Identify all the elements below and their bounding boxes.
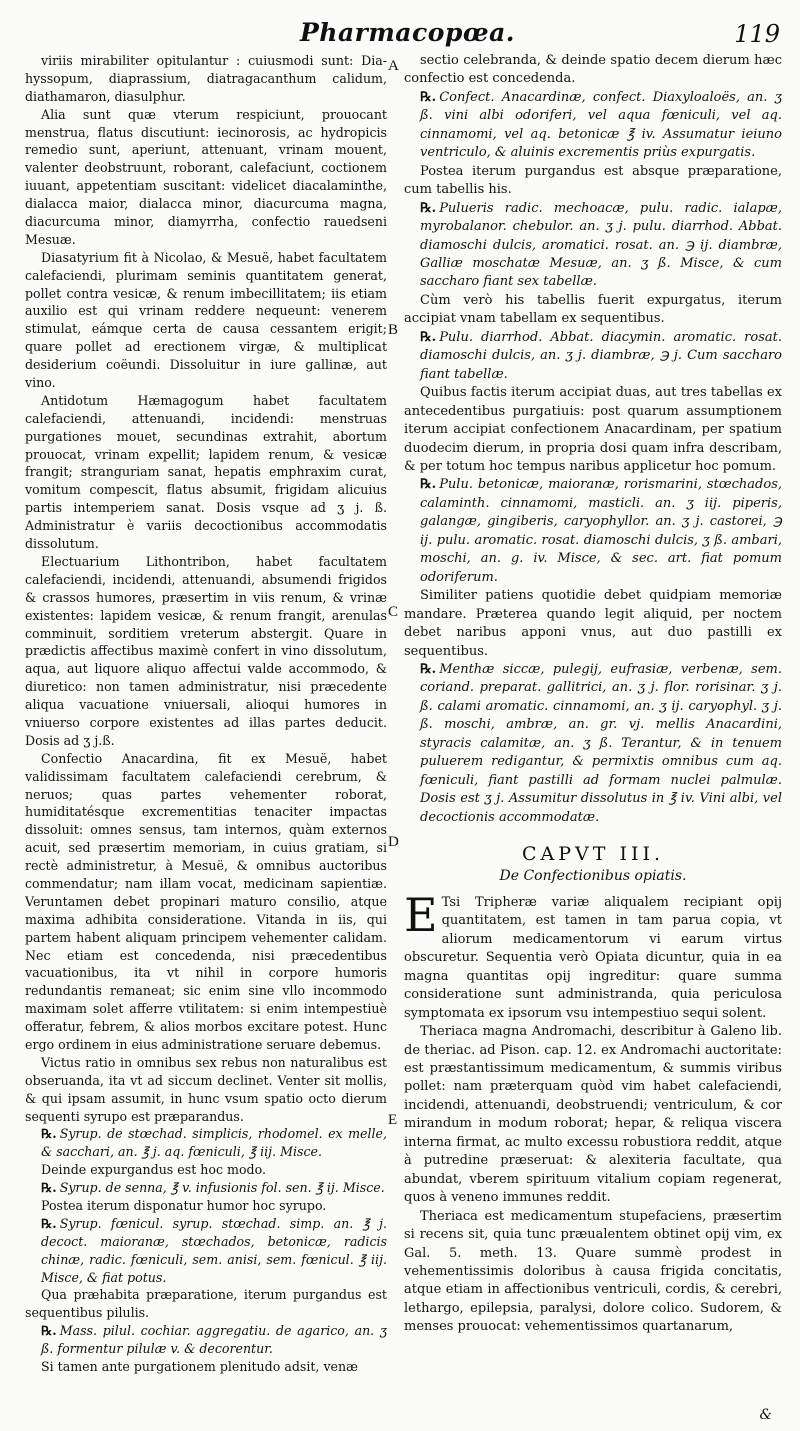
margin-letter-e: E [388,1112,398,1128]
right-column [404,52,782,1337]
opening-paragraph [404,887,782,1023]
body-paragraph: Postea iterum purgandus est absque præparatione, cum tabellis his. [404,163,782,198]
drop-cap: E [404,887,438,942]
margin-letter-a: A [388,58,399,74]
recipe-paragraph [404,89,782,163]
body-paragraph: Si tamen ante purgationem plenitudo adsit, venæ [41,1359,358,1375]
body-paragraph: Alia sunt quæ vterum respiciunt, prouocant menstrua, flatus discutiunt: iecinorosis, ac hydropicis remedio sunt, aperiunt, attenuant, vrinam mouent, valenter deobstruunt, roborant, calefaciunt, coctionem iuuant, appetentiam suscitant: videlicet diacalaminthe, dialacca maior, dialacca minor, diacurcuma magna, diacurcuma minor, diamyrrha, confectio rauedseni Mesuæ. [25,106,387,247]
recipe-symbol: ℞. [420,89,437,105]
body-paragraph: Quibus factis iterum accipiat duas, aut tres tabellas ex antecedentibus purgatiuis: post quarum assumptionem iterum accipiat confectionem Anacardinam, per spatium duodecim dierum, in propria dosi quam infra describam, & per totum hoc tempus naribus applicetur hoc pomum. [404,385,782,474]
right-column-top [404,52,782,827]
body-paragraph: Deinde expurgandus est hoc modo. [41,1162,266,1178]
margin-letter-b: B [388,322,399,338]
recipe-paragraph [25,1125,387,1161]
recipe-text: Syrup. fœnicul. syrup. stœchad. simp. an. ℥ j. decoct. maioranæ, stœchados, betonicæ, radicis chinæ, radic. fœniculi, sem. anisi, sem. fœnicul. ℥ iij. Misce, & fiat potus. [41,1215,387,1285]
left-column [25,52,387,1376]
body-paragraph: Theriaca magna Andromachi, describitur à Galeno lib. de theriac. ad Pison. cap. 12. ex Andromachi auctoritate: est præstantissimum medicamentum, & summis viribus pollet: nam præterquam quòd vim habet calefaciendi, incidendi, attenuandi, deobstruendi; ventriculum, & cor mirandum in modum roborat; hepar, & reliqua viscera interna firmat, ac multo excessu robustiora reddit, atque à putredine præseruat: & alexiteria facultate, qua abundat, vberem spirituum vitalium copiam regenerat, quos à veneno immunes reddit. [404,1024,782,1206]
recipe-paragraph [404,200,782,292]
recipe-symbol: ℞. [420,200,437,216]
body-paragraph: sectio celebranda, & deinde spatio decem dierum hæc confectio est concedenda. [404,53,782,87]
recipe-symbol: ℞. [420,329,437,345]
catchword: & [759,1407,772,1423]
recipe-symbol: ℞. [41,1126,57,1142]
recipe-text: Pulueris radic. mechoacæ, pulu. radic. ialapæ, myrobalanor. chebulor. an. ʒ j. pulu. diarrhod. Abbat. diamoschi dulcis, aromatici. rosat. an. ℈ ij. diambræ, Galliæ moschatæ Mesuæ, an. ʒ ß. Misce, & cum saccharo fiant sex tabellæ. [420,200,782,290]
recipe-paragraph [25,1179,387,1197]
chapter-heading: CAPVT III. [521,843,665,866]
recipe-text: Syrup. de stœchad. simplicis, rhodomel. ex melle, & sacchari, an. ℥ j. aq. fœniculi, ℥ iij. Misce. [41,1126,387,1160]
recipe-text: Mass. pilul. cochiar. aggregatiu. de agarico, an. ʒ ß. formentur pilulæ v. & decorentur. [41,1323,387,1357]
right-column-bottom [404,887,782,1337]
body-paragraph: Confectio Anacardina, fit ex Mesuë, habet validissimam facultatem calefaciendi cerebrum, & neruos; quas partes vehementer roborat, humiditatésque excrementitias tenaciter impactas dissoluit: omnes sensus, tam internos, quàm externos acuit, sed præsertim memoriam, in cuius gratiam, si rectè administretur, à Mesuë, & omnibus auctoribus commendatur; nam illam vocat, medicinam sapientiæ. Veruntamen debet propinari maturo consilio, atque maxima adhibita consideratione. Vitanda in iis, qui partem habent aliquam principem vehementer calidam. Nec etiam est concedenda, nisi præcedentibus vacuationibus, ita vt nihil in corpore humoris redundantis remaneat; sic enim sine vllo incommodo maximam solet afferre vtilitatem: si enim intempestiuè offeratur, febrem, & alios morbos excitare potest. Hunc ergo ordinem in eius administratione seruare debemus. [25,750,387,1052]
body-paragraph: Theriaca est medicamentum stupefaciens, præsertim si recens sit, quia tunc præualentem obtinet opij vim, ex Gal. 5. meth. 13. Quare summè prodest in vehementissimis doloribus à causa frigida concitatis, atque etiam in affectionibus ventriculi, cordis, & cerebri, lethargo, epilepsia, paralysi, dolore colico. Sudorem, & menses prouocat: vehementissimos quartanarum, [404,1208,782,1335]
margin-letter-d: D [388,834,399,850]
recipe-symbol: ℞. [41,1215,57,1231]
recipe-text: Pulu. betonicæ, maioranæ, rorismarini, stœchados, calaminth. cinnamomi, masticli. an. ʒ iij. piperis, galangæ, gingiberis, caryophyllor. an. ʒ j. castorei, ℈ ij. pulu. aromatic. rosat. diamoschi dulcis, ʒ ß. ambari, moschi, an. g. iv. Misce, & sec. art. fiat pomum odoriferum. [420,477,782,585]
paragraph-text: Tsi Tripheræ variæ aliqualem recipiant opij quantitatem, est tamen in tam parua copia, vt aliorum medicamentorum vi earum virtus obscuretur. Sequentia verò Opiata dicuntur, quia in ea magna quantitas opij ingreditur: quare summa consideratione sunt administranda, quia periculosa symptomata ex ipsorum vsu intempestiuo sequi solent. [404,894,782,1021]
page-number: 119 [734,20,780,48]
body-paragraph: Antidotum Hæmagogum habet facultatem calefaciendi, attenuandi, incidendi: menstruas purgationes mouet, secundinas extrahit, abortum prouocat, vrinam expellit; lapidem renum, & vesicæ frangit; stranguriam sanat, hepatis emphraxim curat, vomitum compescit, flatus absumit, frigidam alicuius partis intemperiem sanat. Dosis vsque ad ʒ j. ß. Administratur è variis decoctionibus accommodatis dissolutum. [25,392,387,552]
chapter-subheading: De Confectionibus opiatis. [499,868,687,885]
body-paragraph: viriis mirabiliter opitulantur : cuiusmodi sunt: Dia-hyssopum, diaprassium, diatragacanthum calidum, diathamaron, diasulphur. [25,53,387,104]
recipe-text: Pulu. diarrhod. Abbat. diacymin. aromatic. rosat. diamoschi dulcis, an. ʒ j. diambræ, ℈ j. Cum saccharo fiant tabellæ. [420,329,782,382]
recipe-paragraph [404,329,782,384]
body-paragraph: Cùm verò his tabellis fuerit expurgatus, iterum accipiat vnam tabellam ex sequentibus. [404,292,782,327]
recipe-symbol: ℞. [41,1180,57,1196]
running-title: Pharmacopœa. [300,18,515,47]
recipe-paragraph [25,1215,387,1287]
margin-letter-c: C [388,604,399,620]
recipe-symbol: ℞. [420,477,437,493]
page-header [0,14,800,54]
body-paragraph: Similiter patiens quotidie debet quidpiam memoriæ mandare. Præterea quando legit aliquid, per noctem debet naribus apponi vnus, aut duo pastilli ex sequentibus. [404,588,782,659]
recipe-paragraph [404,476,782,587]
recipe-paragraph [25,1322,387,1358]
recipe-text: Menthæ siccæ, pulegij, eufrasiæ, verbenæ, sem. coriand. preparat. gallitrici, an. ʒ j. flor. rorisinar. ʒ j. ß. calami aromatic. cinnamomi, an. ʒ ij. caryophyl. ʒ j. ß. moschi, ambræ, an. gr. vj. mellis Anacardini, styracis calamitæ, an. ʒ ß. Terantur, & in tenuem puluerem redigantur, & permixtis omnibus cum aq. fœniculi, fiant pastilli ad formam nuclei palmulæ. Dosis est ʒ j. Assumitur dissolutus in ℥ iv. Vini albi, vel decoctionis accommodatæ. [420,661,782,825]
recipe-paragraph [404,661,782,827]
body-paragraph: Postea iterum disponatur humor hoc syrupo. [41,1198,327,1213]
body-paragraph: Diasatyrium fit à Nicolao, & Mesuë, habet facultatem calefaciendi, plurimam seminis quantitatem generat, pollet contra vesicæ, & renum imbecillitatem; iis etiam auxilio est qui vrinam reddere nequeunt: venerem stimulat, eámque certa de causa cessantem erigit; quare pollet ad erectionem virgæ, & multiplicat desiderium coëundi. Dissoluitur in iure gallinæ, aut vino. [25,249,387,391]
recipe-symbol: ℞. [41,1323,57,1339]
recipe-text: Confect. Anacardinæ, confect. Diaxyloaloës, an. ʒ ß. vini albi odoriferi, vel aqua fœniculi, vel aq. cinnamomi, vel aq. betonicæ ℥ iv. Assumatur ieiuno ventriculo, & aluinis excrementis priùs expurgatis. [420,89,782,161]
body-paragraph: Electuarium Lithontribon, habet facultatem calefaciendi, incidendi, attenuandi, absumendi frigidos & crassos humores, præsertim in viis renum, & vrinæ existentes: lapidem vesicæ, & renum frangit, arenulas comminuit, sorditiem vreterum abstergit. Quare in prædictis affectibus maximè confert in vino dissolutum, aqua, aut liquore aliquo affectui valde accommodo, & diuretico: non tamen administratur, nisi præcedente aliqua vacuatione vniuersali, alioqui humores in vniuerso corpore existentes ad illas partes deducit. Dosis ad ʒ j.ß. [25,553,387,748]
recipe-text: Syrup. de senna, ℥ v. infusionis fol. sen. ℥ ij. Misce. [59,1180,385,1196]
body-paragraph: Victus ratio in omnibus sex rebus non naturalibus est obseruanda, ita vt ad siccum declinet. Venter sit mollis, & qui ipsam assumit, in hunc vsum spatio octo dierum sequenti syrupo est præparandus. [25,1054,387,1124]
recipe-symbol: ℞. [420,661,437,677]
body-paragraph: Qua præhabita præparatione, iterum purgandus est sequentibus pilulis. [25,1287,387,1321]
